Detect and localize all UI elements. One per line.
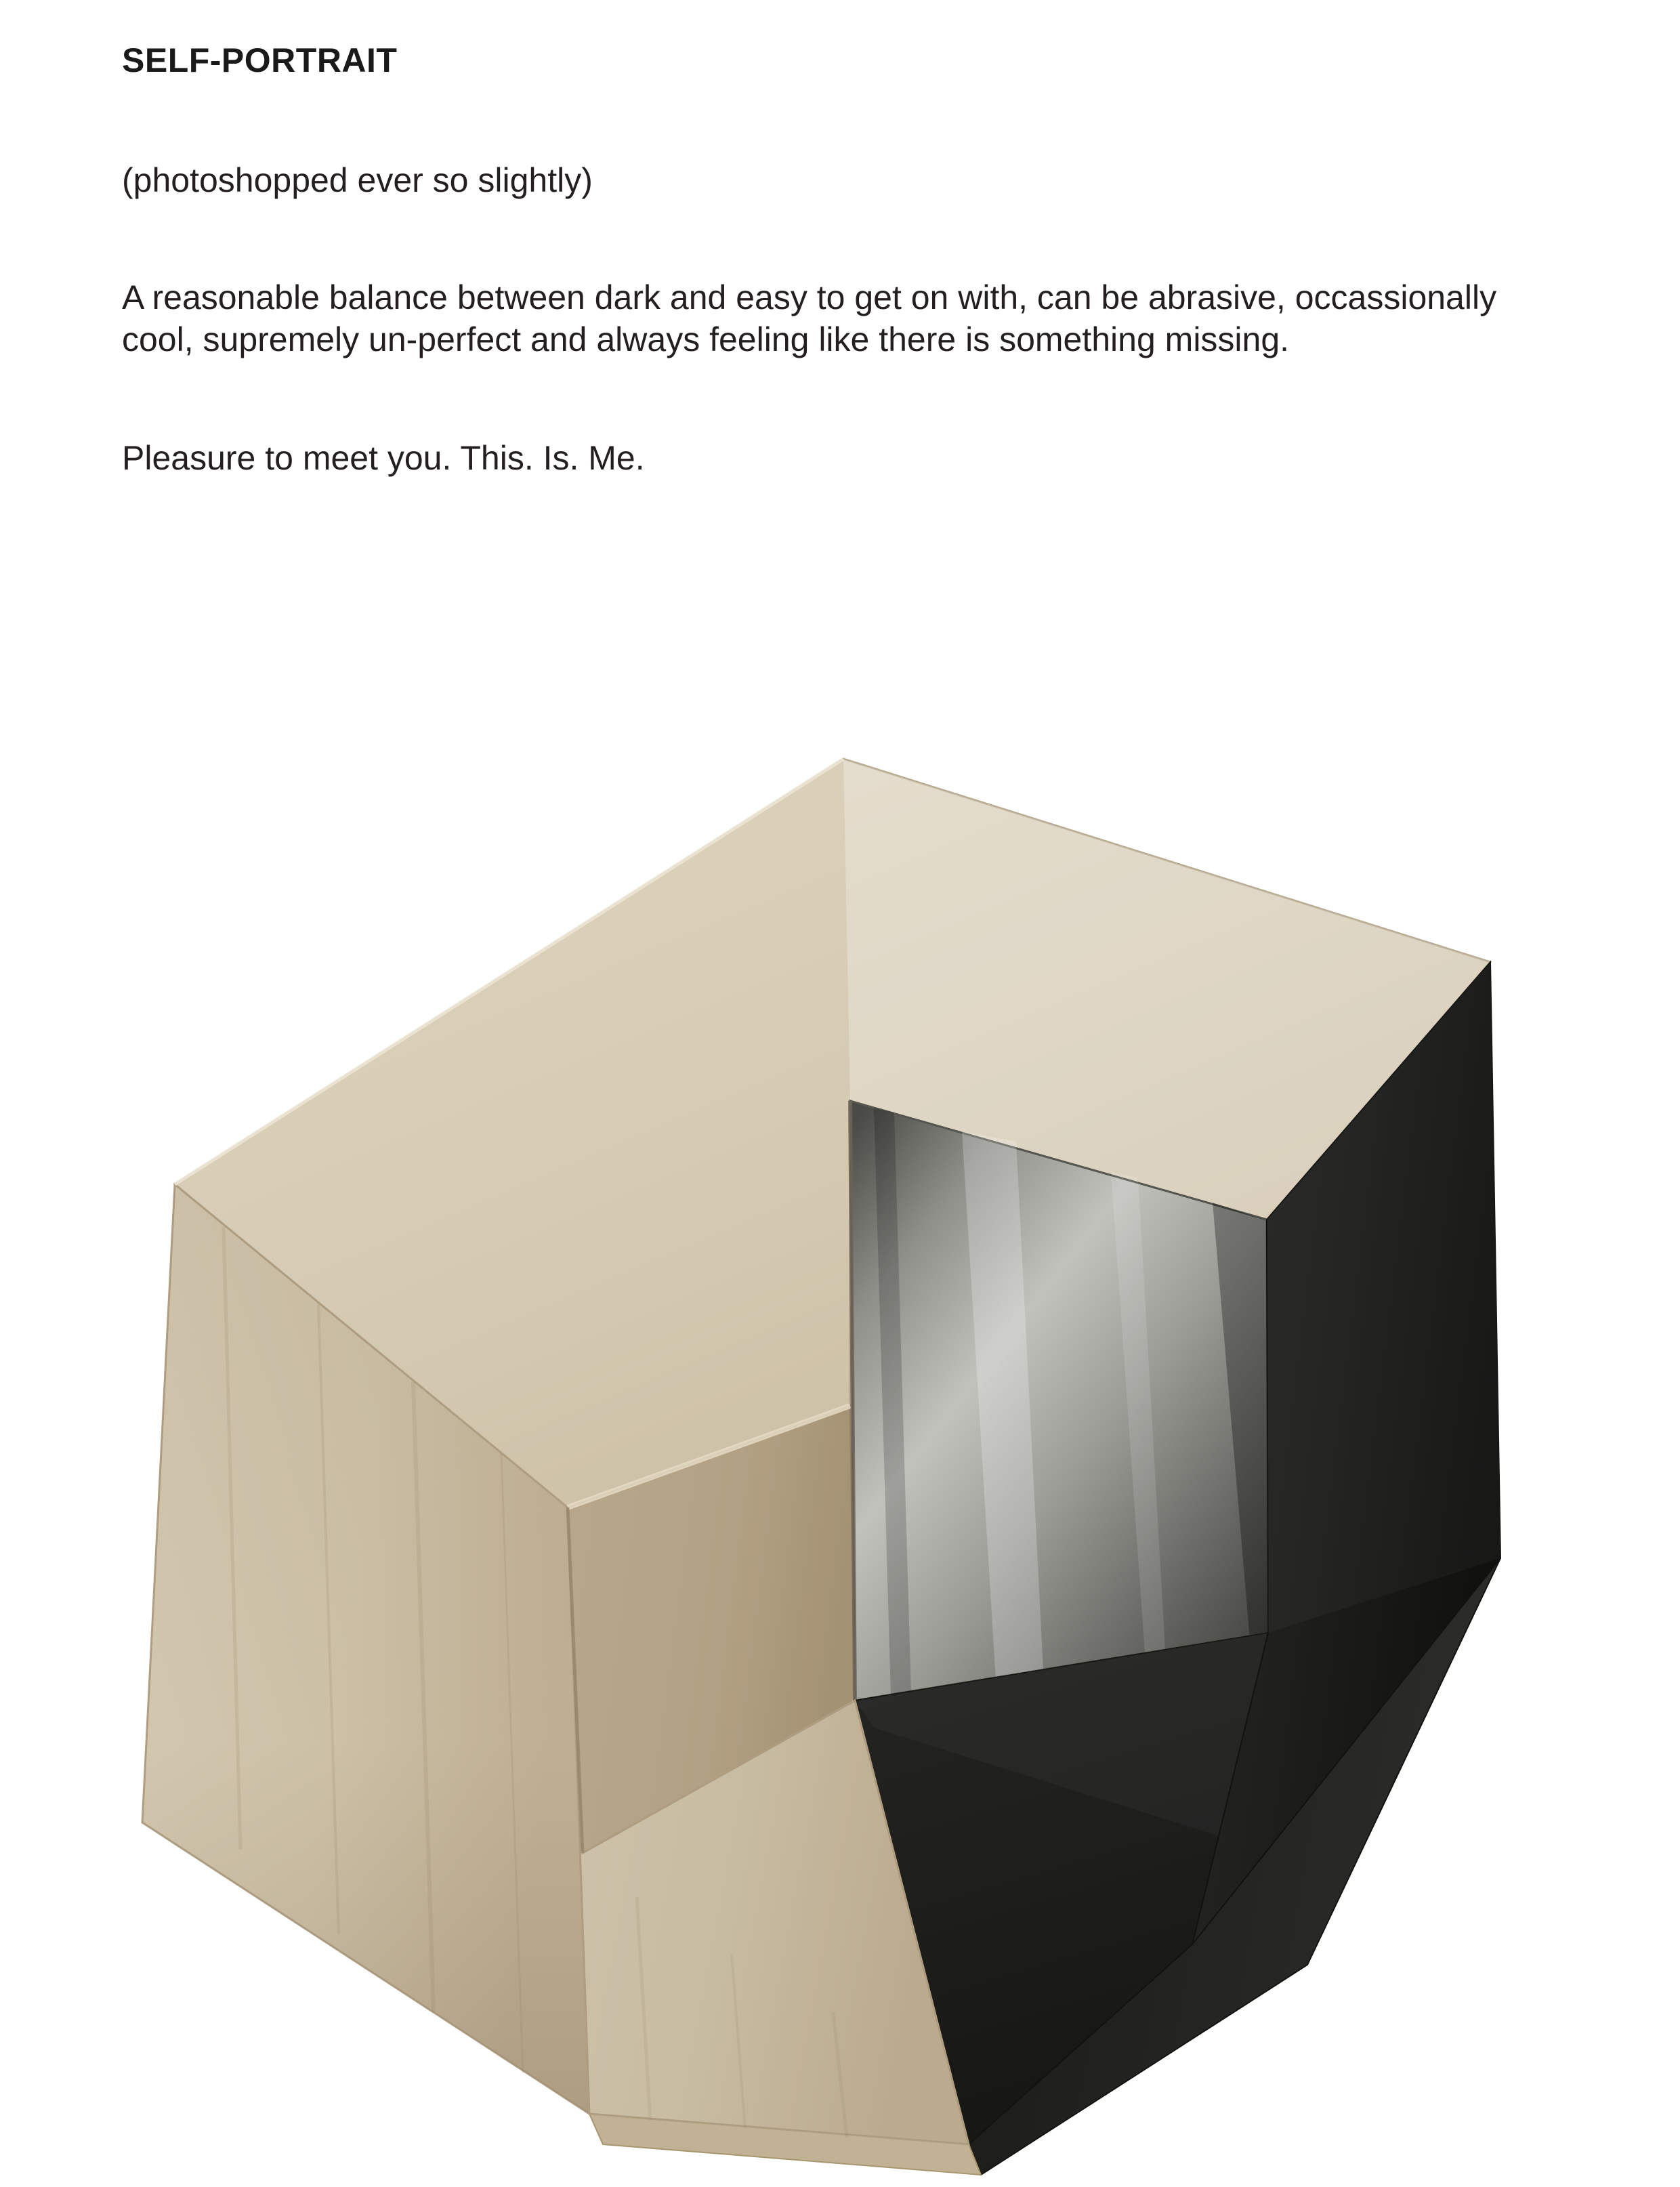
- page-title: SELF-PORTRAIT: [122, 41, 398, 79]
- closing-paragraph: Pleasure to meet you. This. Is. Me.: [122, 439, 645, 477]
- body-paragraph: A reasonable balance between dark and easy to get on with, can be abrasive, occassionally cool, supremely un-perfect and always feeling like there is something missing.: [122, 278, 1497, 358]
- text-block: [122, 42, 1572, 480]
- subtitle: (photoshopped ever so slightly): [122, 161, 593, 199]
- photo-area: [0, 752, 1680, 2187]
- cardboard-cube-sculpture-photo: [0, 752, 1680, 2187]
